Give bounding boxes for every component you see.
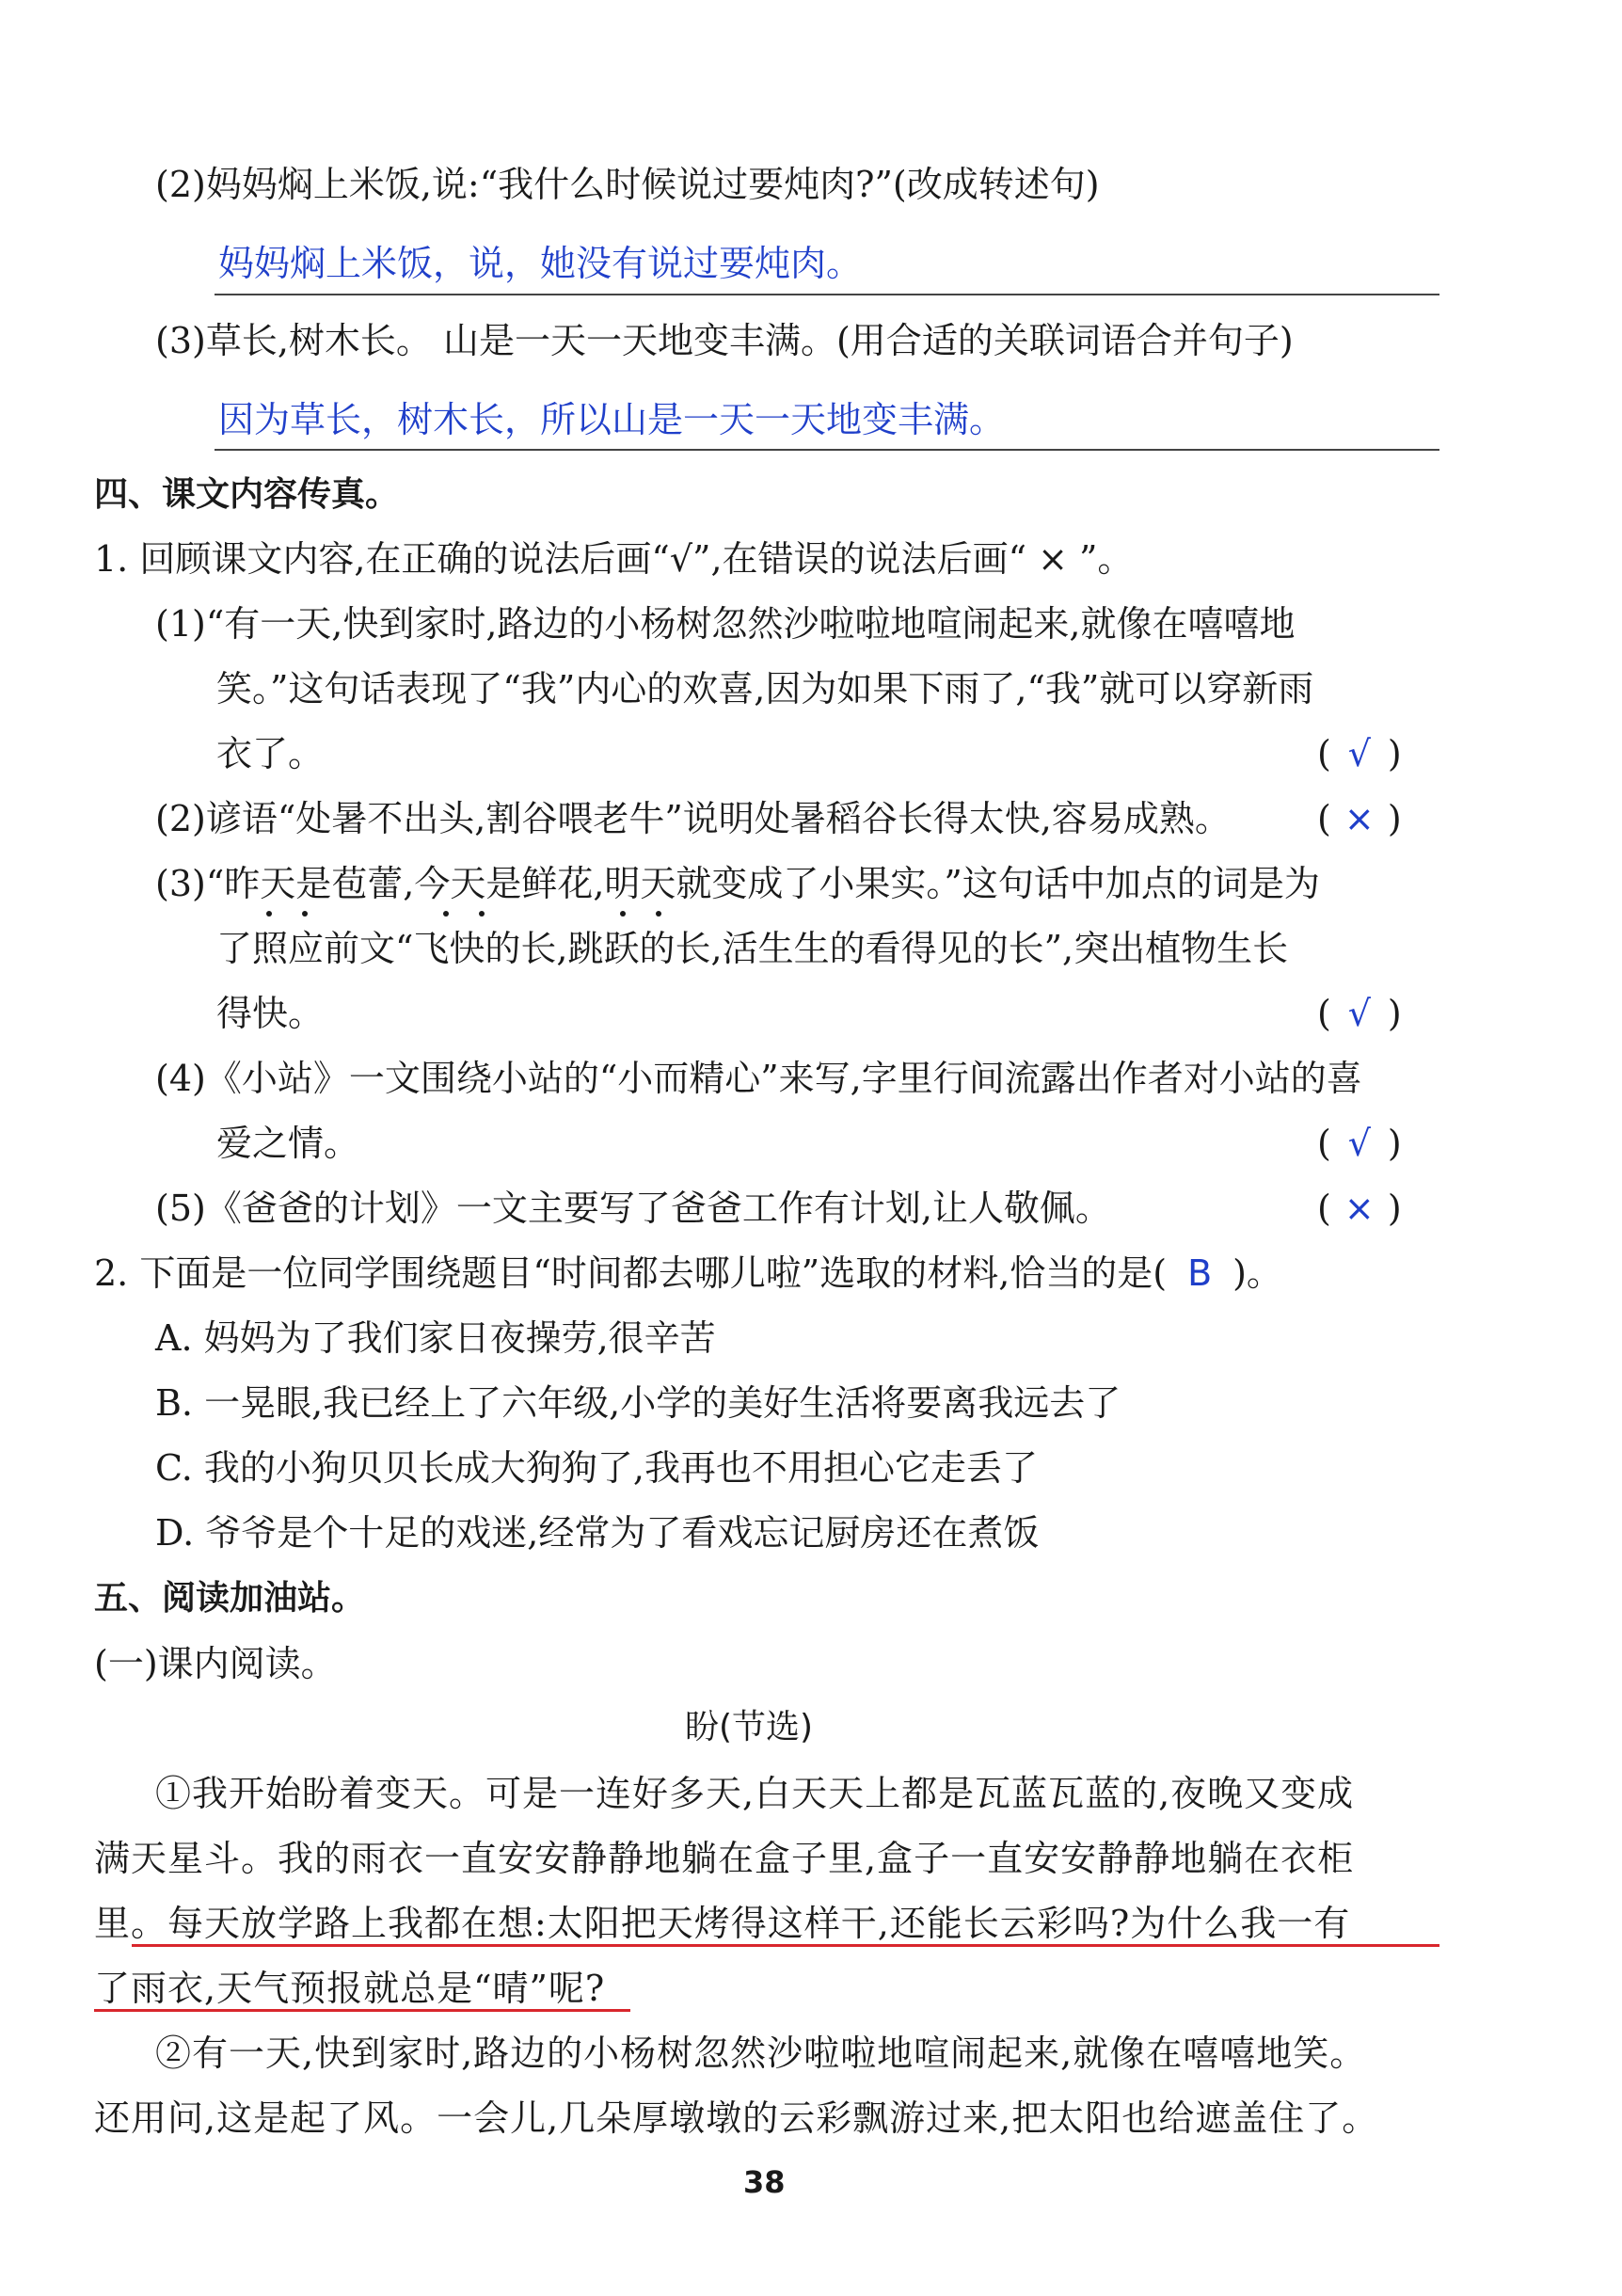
question-2-prompt: (2)妈妈焖上米饭,说:“我什么时候说过要炖肉?”(改成转述句) (155, 164, 1100, 205)
passage-line-4: 了雨衣,天气预报就总是“晴”呢? (94, 1968, 606, 2009)
check-mark: √ (1347, 733, 1371, 774)
option-d: D. 爷爷是个十足的戏迷,经常为了看戏忘记厨房还在煮饭 (155, 1512, 1040, 1554)
option-c: C. 我的小狗贝贝长成大狗狗了,我再也不用担心它走丢了 (155, 1447, 1038, 1489)
tf-item-3-line-2: 了照应前文“飞快的长,跳跃的长,活生生的看得见的长”,突出植物生长 (216, 928, 1289, 969)
option-b: B. 一晃眼,我已经上了六年级,小学的美好生活将要离我远去了 (155, 1382, 1121, 1424)
emphasis-dot (656, 911, 661, 917)
section-5-title: 五、阅读加油站。 (94, 1579, 366, 1618)
tf-item-3-answer-box: ( √ ) (1317, 989, 1402, 1038)
tf-item-3-line-1: (3)“昨天是苞蕾,今天是鲜花,明天就变成了小果实。”这句话中加点的词是为 (155, 863, 1320, 904)
tf-item-1-answer-box: ( √ ) (1317, 729, 1402, 778)
tf-item-3-line-3: 得快。 (216, 993, 325, 1034)
question-2-answer: 妈妈焖上米饭，说，她没有说过要炖肉。 (218, 243, 863, 284)
passage-line-1: ①我开始盼着变天。可是一连好多天,白天天上都是瓦蓝瓦蓝的,夜晚又变成 (155, 1773, 1355, 1814)
answer-line (215, 294, 1439, 295)
tf-item-2-line-1: (2)谚语“处暑不出头,割谷喂老牛”说明处暑稻谷长得太快,容易成熟。 (155, 798, 1231, 839)
section-4-q1-title: 1. 回顾课文内容,在正确的说法后画“√”,在错误的说法后画“ × ”。 (94, 538, 1134, 580)
passage-line-6: 还用问,这是起了风。一会儿,几朵厚墩墩的云彩飘游过来,把太阳也给遮盖住了。 (94, 2097, 1379, 2139)
passage-title: 盼(节选) (685, 1708, 814, 1746)
check-mark: √ (1347, 993, 1371, 1034)
section-4-title: 四、课文内容传真。 (94, 475, 400, 514)
check-mark: √ (1347, 1123, 1371, 1164)
tf-item-1-line-2: 笑。”这句话表现了“我”内心的欢喜,因为如果下雨了,“我”就可以穿新雨 (216, 668, 1314, 710)
passage-line-5: ②有一天,快到家时,路边的小杨树忽然沙啦啦地喧闹起来,就像在嘻嘻地笑。 (155, 2033, 1367, 2074)
tf-item-4-line-1: (4)《小站》一文围绕小站的“小而精心”来写,字里行间流露出作者对小站的喜 (155, 1058, 1362, 1099)
tf-item-1-line-3: 衣了。 (216, 733, 325, 774)
emphasis-dot (443, 911, 449, 917)
tf-item-5-line-1: (5)《爸爸的计划》一文主要写了爸爸工作有计划,让人敬佩。 (155, 1188, 1111, 1229)
question-3-answer: 因为草长，树木长，所以山是一天一天地变丰满。 (218, 399, 1006, 440)
answer-line (215, 449, 1439, 451)
passage-line-3: 里。每天放学路上我都在想:太阳把天烤得这样干,还能长云彩吗?为什么我一有 (94, 1903, 1351, 1944)
tf-item-5-answer-box: ( × ) (1317, 1184, 1402, 1233)
passage-line-2: 满天星斗。我的雨衣一直安安静静地躺在盒子里,盒子一直安安静静地躺在衣柜 (94, 1838, 1355, 1879)
option-a: A. 妈妈为了我们家日夜操劳,很辛苦 (155, 1317, 716, 1359)
emphasis-dot (266, 911, 272, 917)
emphasis-dot (302, 911, 308, 917)
red-underline (132, 1944, 1439, 1947)
tf-item-4-line-2: 爱之情。 (216, 1123, 360, 1164)
section-4-q2-title: 2. 下面是一位同学围绕题目“时间都去哪儿啦”选取的材料,恰当的是( B )。 (94, 1249, 1282, 1298)
red-underline (94, 2009, 630, 2012)
page-number: 38 (743, 2164, 786, 2200)
tf-item-4-answer-box: ( √ ) (1317, 1119, 1402, 1168)
emphasis-dot (620, 911, 626, 917)
tf-item-1-line-1: (1)“有一天,快到家时,路边的小杨树忽然沙啦啦地喧闹起来,就像在嘻嘻地 (155, 603, 1296, 645)
tf-item-2-answer-box: ( × ) (1317, 794, 1402, 843)
cross-mark: × (1344, 798, 1375, 839)
section-5-subtitle: (一)课内阅读。 (94, 1643, 337, 1684)
emphasis-dot (479, 911, 485, 917)
question-3-prompt: (3)草长,树木长。 山是一天一天地变丰满。(用合适的关联词语合并句子) (155, 320, 1294, 361)
cross-mark: × (1344, 1188, 1375, 1229)
choice-answer: B (1187, 1252, 1213, 1294)
